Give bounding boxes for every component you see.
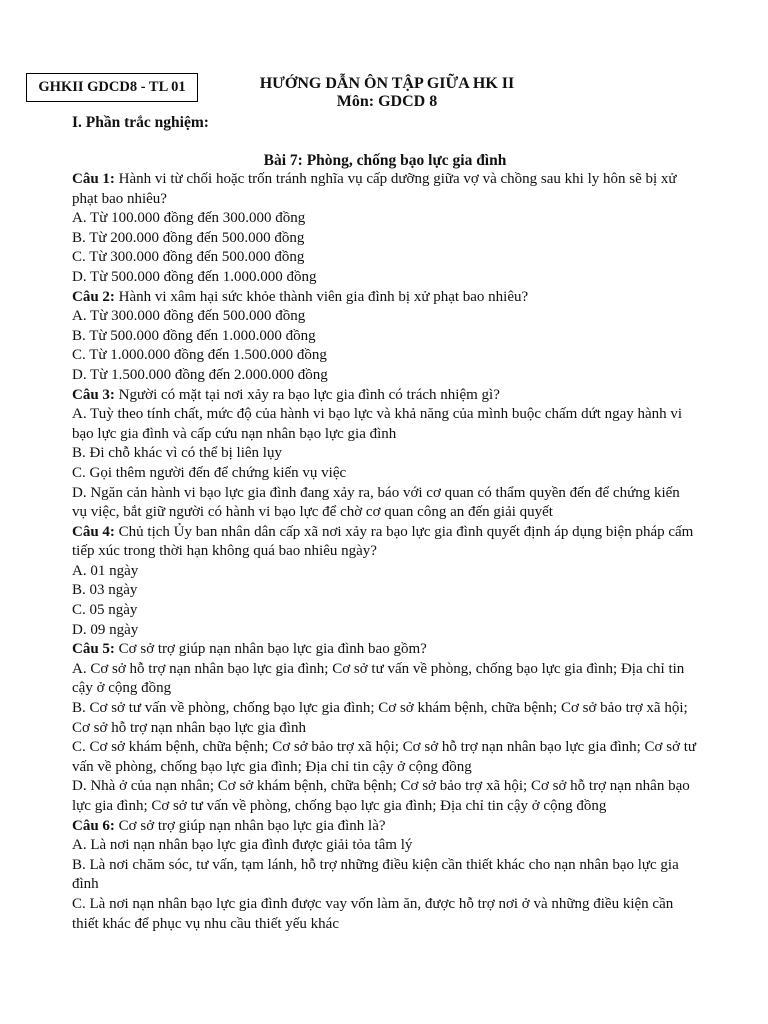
option-c: C. Gọi thêm người đến để chứng kiến vụ việc	[72, 464, 347, 481]
question-label: Câu 4:	[72, 523, 115, 540]
question-5	[72, 640, 698, 816]
option-b: B. Từ 200.000 đồng đến 500.000 đồng	[72, 229, 305, 246]
question-text: Người có mặt tại nơi xảy ra bạo lực gia đình có trách nhiệm gì?	[118, 386, 500, 403]
option-b: B. Đi chỗ khác vì có thể bị liên lụy	[72, 445, 282, 462]
option-b: B. Là nơi chăm sóc, tư vấn, tạm lánh, hỗ trợ những điều kiện cần thiết khác cho nạn nhân bạo lực gia đình	[72, 856, 679, 893]
option-a: A. Là nơi nạn nhân bạo lực gia đình được giải tỏa tâm lý	[72, 837, 413, 854]
section-title: I. Phần trắc nghiệm:	[72, 114, 209, 131]
option-d: D. 09 ngày	[72, 621, 139, 638]
title-line-1: HƯỚNG DẪN ÔN TẬP GIỮA HK II	[259, 75, 515, 92]
option-c: C. Cơ sở khám bệnh, chữa bệnh; Cơ sở bảo trợ xã hội; Cơ sở hỗ trợ nạn nhân bạo lực gia đình; Cơ sở tư vấn về phòng, chống bạo lực gia đình; Địa chỉ tin cậy ở cộng đồng	[72, 739, 697, 775]
option-b: B. 03 ngày	[72, 582, 138, 599]
question-1	[72, 170, 698, 288]
question-label: Câu 5:	[72, 641, 115, 658]
question-list	[72, 170, 698, 934]
question-4	[72, 523, 698, 641]
document-code: GHKII GDCD8 - TL 01	[38, 79, 186, 95]
question-text: Hành vi xâm hại sức khỏe thành viên gia đình bị xử phạt bao nhiêu?	[118, 288, 529, 305]
question-2	[72, 288, 698, 386]
question-text: Chủ tịch Ủy ban nhân dân cấp xã nơi xảy ra bạo lực gia đình quyết định áp dụng biện pháp cấm tiếp xúc trong thời hạn không quá bao nhiêu ngày?	[72, 523, 694, 560]
option-a: A. Từ 100.000 đồng đến 300.000 đồng	[72, 210, 306, 227]
option-a: A. Cơ sở hỗ trợ nạn nhân bạo lực gia đình; Cơ sở tư vấn về phòng, chống bạo lực gia đình; Địa chỉ tin cậy ở cộng đồng	[72, 660, 685, 697]
question-label: Câu 6:	[72, 817, 115, 834]
document-title	[222, 75, 552, 111]
option-d: D. Ngăn cản hành vi bạo lực gia đình đang xảy ra, báo với cơ quan có thẩm quyền đến để chứng kiến vụ việc, bắt giữ người có hành vi bạo lực để chờ cơ quan công an đến giải quyết	[72, 484, 680, 521]
option-c: C. Là nơi nạn nhân bạo lực gia đình được vay vốn làm ăn, được hỗ trợ nơi ở và những điều kiện cần thiết khác để phục vụ nhu cầu thiết yếu khác	[72, 895, 674, 932]
lesson-title: Bài 7: Phòng, chống bạo lực gia đình	[263, 152, 507, 169]
option-a: A. Tuỳ theo tính chất, mức độ của hành vi bạo lực và khả năng của mình buộc chấm dứt ngay hành vi bạo lực gia đình và cấp cứu nạn nhân bạo lực gia đình	[72, 406, 683, 442]
document-code-box	[26, 73, 198, 102]
option-c: C. Từ 300.000 đồng đến 500.000 đồng	[72, 249, 305, 266]
option-c: C. 05 ngày	[72, 602, 138, 619]
question-label: Câu 1:	[72, 171, 115, 187]
question-text: Cơ sở trợ giúp nạn nhân bạo lực gia đình bao gồm?	[118, 641, 427, 658]
option-d: D. Từ 500.000 đồng đến 1.000.000 đồng	[72, 268, 317, 285]
question-text: Cơ sở trợ giúp nạn nhân bạo lực gia đình là?	[118, 817, 386, 834]
option-d: D. Từ 1.500.000 đồng đến 2.000.000 đồng	[72, 366, 328, 383]
question-6	[72, 817, 698, 935]
question-label: Câu 3:	[72, 386, 115, 403]
title-line-2: Môn: GDCD 8	[336, 93, 438, 110]
question-text: Hành vi từ chối hoặc trốn tránh nghĩa vụ cấp dưỡng giữa vợ và chồng sau khi ly hôn sẽ bị xử phạt bao nhiêu?	[72, 171, 677, 207]
option-b: B. Từ 500.000 đồng đến 1.000.000 đồng	[72, 327, 316, 344]
option-a: A. Từ 300.000 đồng đến 500.000 đồng	[72, 308, 306, 325]
option-d: D. Nhà ở của nạn nhân; Cơ sở khám bệnh, chữa bệnh; Cơ sở bảo trợ xã hội; Cơ sở hỗ trợ nạn nhân bạo lực gia đình; Cơ sở tư vấn về phòng, chống bạo lực gia đình; Địa chỉ tin cậy ở cộng đồng	[72, 778, 690, 814]
question-label: Câu 2:	[72, 288, 115, 305]
option-a: A. 01 ngày	[72, 562, 139, 579]
option-b: B. Cơ sở tư vấn về phòng, chống bạo lực gia đình; Cơ sở khám bệnh, chữa bệnh; Cơ sở bảo trợ xã hội; Cơ sở hỗ trợ nạn nhân bạo lực gia đình	[72, 700, 688, 736]
option-c: C. Từ 1.000.000 đồng đến 1.500.000 đồng	[72, 347, 327, 364]
question-3	[72, 386, 698, 523]
